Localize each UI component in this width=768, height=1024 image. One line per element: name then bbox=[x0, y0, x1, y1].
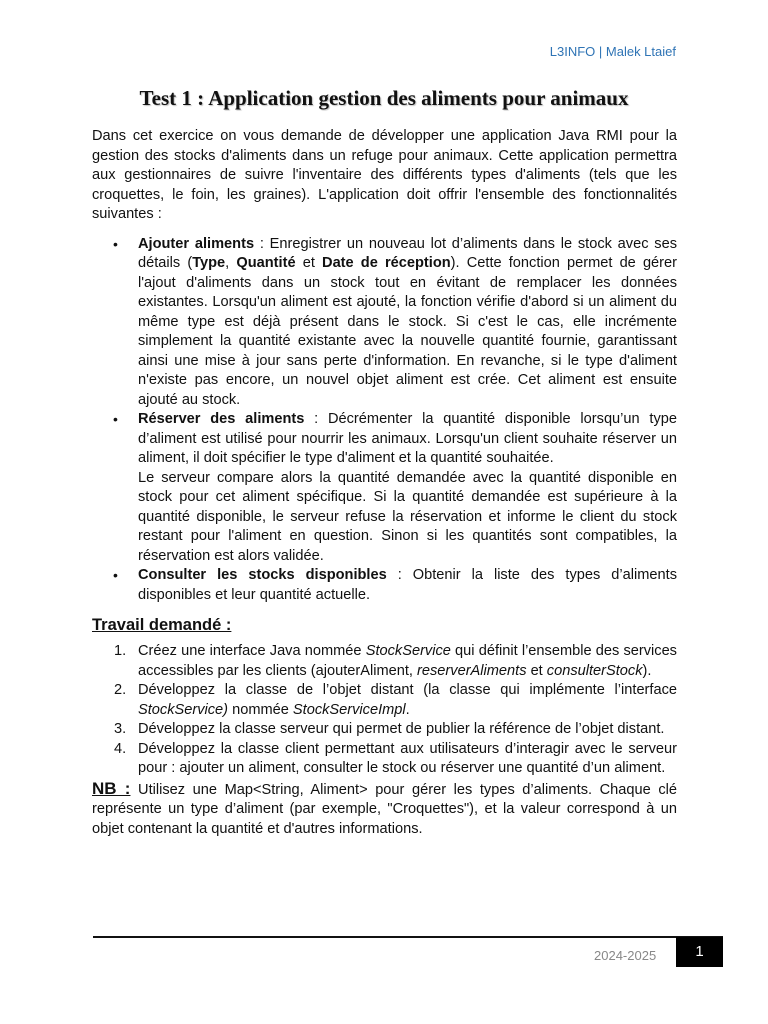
item-number: 4. bbox=[114, 740, 127, 757]
task-text: Développez la classe client permettant aux utilisateurs d’interagir avec le serveur pour : ajouter un aliment, consulter le stock ou réserver une quantité d’un aliment. bbox=[138, 740, 677, 776]
bullet-icon: • bbox=[113, 411, 118, 427]
field-type: Type bbox=[192, 255, 226, 271]
list-item bbox=[114, 681, 677, 720]
task-text: Développez la classe de l’objet distant (la classe qui implémente l’interface bbox=[138, 682, 677, 698]
feature-text: et bbox=[295, 255, 323, 271]
task-text: nommée bbox=[228, 701, 293, 718]
feature-text: : Obtenir la liste des types d’aliments disponibles et leur quantité actuelle. bbox=[138, 567, 677, 603]
document-body bbox=[92, 127, 677, 839]
intro-paragraph: Dans cet exercice on vous demande de développer une application Java RMI pour la gestion des stocks d'aliments dans un refuge pour animaux. Cette application permettra aux gestionnaires de suivre l'inventaire des différents types d'aliments (tels que les croquettes, le foin, les graines). L'application doit offrir l'ensemble des fonctionnalités suivantes : bbox=[92, 128, 677, 222]
list-item bbox=[113, 235, 678, 411]
task-text: . bbox=[405, 701, 410, 718]
document-header: L3INFO | Malek Ltaief bbox=[549, 44, 676, 59]
footer-divider bbox=[93, 936, 723, 938]
list-item bbox=[113, 566, 677, 605]
bullet-icon: • bbox=[113, 235, 118, 252]
note-paragraph bbox=[92, 779, 677, 840]
task-text: ). bbox=[642, 662, 652, 679]
code-name: StockService) bbox=[138, 701, 229, 718]
feature-text: : Décrémenter la quantité disponible lorsqu’un type d’aliment est utilisé pour nourrir les animaux. Lorsqu'un client souhaite réserver un aliment, il doit spécifier le type d'aliment et la quantité souhaitée. bbox=[138, 411, 678, 466]
feature-paragraph: Le serveur compare alors la quantité demandée avec la quantité disponible en stock pour cet aliment spécifique. Si la quantité demandée est supérieure à la quantité disponible, le serveur refuse la réservation et informe le client du stock restant pour l'aliment en question. Sinon si les quantités sont compatibles, la réservation est alors validée. bbox=[138, 469, 677, 564]
note-text: Utilisez une Map<String, Aliment> pour gérer les types d’aliments. Chaque clé représente un type d’aliment (par exemple, "Croquettes"), et la valeur correspond à un objet contenant la quantité et d'autres informations. bbox=[92, 781, 677, 837]
feature-title: Réserver des aliments bbox=[138, 411, 305, 427]
code-name: StockService bbox=[365, 643, 451, 659]
task-text: Développez la classe serveur qui permet de publier la référence de l’objet distant. bbox=[138, 721, 665, 737]
bullet-icon: • bbox=[113, 567, 118, 583]
feature-text: : Enregistrer un nouveau lot d’aliments dans le stock avec ses détails ( bbox=[138, 235, 677, 271]
code-name: StockServiceImpl bbox=[292, 701, 406, 718]
section-title: Travail demandé : bbox=[92, 616, 232, 634]
page-title: Test 1 : Application gestion des aliments pour animaux bbox=[139, 86, 629, 110]
page-number: 1 bbox=[676, 937, 723, 967]
item-number: 3. bbox=[114, 721, 127, 737]
feature-text: ). Cette fonction permet de gérer l'ajout d'aliments dans un stock tout en évitant de remplacer les données existantes. Lorsqu'un aliment est ajouté, la fonction vérifie d'abord si un aliment du même type est déjà présent dans le stock. Si c'est le cas, elle incrémente simplement la quantité existante avec la nouvelle quantité fournie, garantissant ainsi une mise à jour sans perte d'information. En revanche, si le type d'aliment n'existe pas encore, un nouvel objet aliment est crée. Cet aliment est ensuite ajouté au stock. bbox=[138, 255, 678, 408]
item-number: 2. bbox=[114, 682, 127, 698]
footer-year: 2024-2025 bbox=[594, 948, 657, 963]
note-label: NB : bbox=[92, 778, 131, 798]
features-list bbox=[92, 235, 677, 606]
feature-text: , bbox=[225, 255, 237, 271]
list-item bbox=[114, 740, 677, 779]
tasks-list bbox=[92, 642, 677, 779]
list-item bbox=[113, 410, 678, 566]
list-item bbox=[114, 642, 677, 681]
field-quantity: Quantité bbox=[236, 255, 296, 271]
code-name: consulterStock bbox=[546, 662, 643, 679]
feature-title: Ajouter aliments bbox=[138, 235, 255, 252]
task-text: Créez une interface Java nommée bbox=[138, 643, 366, 659]
list-item bbox=[114, 720, 677, 740]
item-number: 1. bbox=[114, 643, 127, 659]
task-text: et bbox=[526, 662, 547, 679]
code-name: reserverAliments bbox=[417, 662, 527, 679]
field-date: Date de réception bbox=[322, 255, 451, 271]
task-text: qui définit l’ensemble des services accessibles par les clients (ajouterAliment, bbox=[138, 643, 677, 679]
feature-title: Consulter les stocks disponibles bbox=[138, 567, 387, 583]
